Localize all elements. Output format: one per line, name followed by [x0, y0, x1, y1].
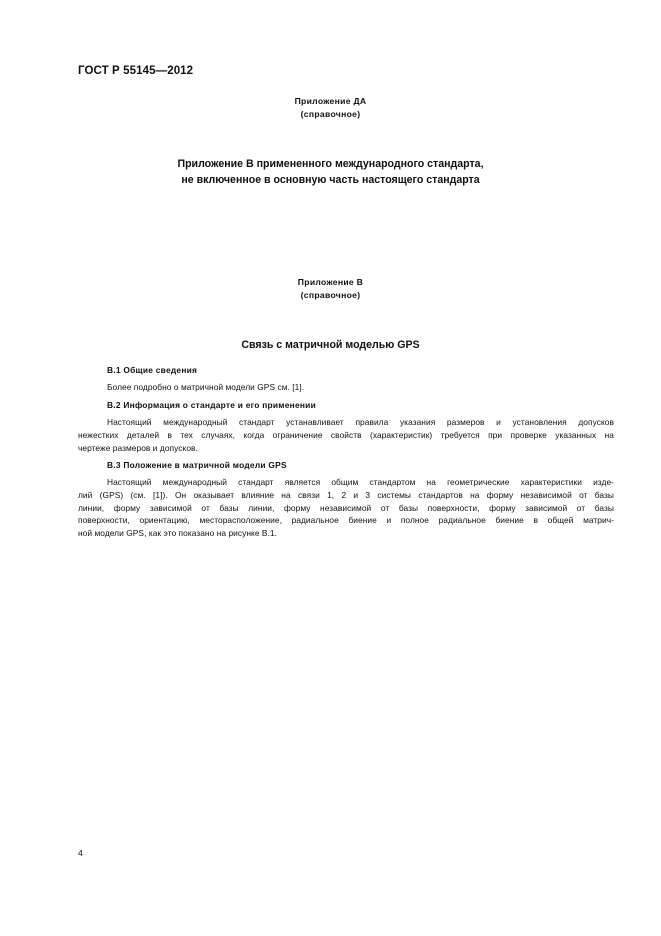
paragraph-line: линии, форму зависимой от базы линии, форму независимой от базы поверхности, форму зависимой от базы: [78, 502, 614, 513]
paragraph-line: чертеже размеров и допусков.: [78, 442, 198, 453]
annex-da-label: Приложение ДА: [294, 96, 367, 106]
annex-da-note: (справочное): [300, 109, 361, 119]
page-number: 4: [78, 848, 83, 858]
paragraph-line: ной модели GPS, как это показано на рисунке В.1.: [78, 528, 278, 539]
document-standard-id: ГОСТ Р 55145—2012: [78, 65, 194, 77]
paragraph-line: Настоящий международный стандарт устанавливает правила указания размеров и установления допусков: [107, 417, 614, 427]
paragraph-line: лий (GPS) (см. [1]). Он оказывает влияние на связи 1, 2 и 3 системы стандартов на форму независимой от базы: [78, 489, 614, 500]
annex-v-note: (справочное): [300, 290, 361, 300]
paragraph-line: Настоящий международный стандарт является общим стандартом на геометрические характеристики изде-: [107, 477, 614, 487]
annex-da-title-line1: Приложение B примененного международного стандарта,: [177, 158, 484, 170]
section-heading-b3: В.3 Положение в матричной модели GPS: [107, 460, 287, 470]
paragraph-line: поверхности, ориентацию, месторасположение, радиальное биение и полное радиальное биение в общей матрич-: [78, 515, 614, 526]
annex-da-title-line2: не включенное в основную часть настоящего стандарта: [181, 174, 480, 186]
paragraph-line: нежестких деталей в тех случаях, когда ограничение свойств (характеристик) требуется при проверке указанных на: [78, 429, 614, 440]
section-heading-b1: В.1 Общие сведения: [107, 365, 198, 375]
annex-v-title: Связь с матричной моделью GPS: [241, 339, 420, 351]
section-b2-paragraph: [78, 416, 614, 454]
paragraph-line: Более подробно о матричной модели GPS см. [1].: [107, 382, 305, 392]
section-b1-paragraph: [78, 381, 614, 394]
section-b3-paragraph: [78, 476, 614, 540]
section-heading-b2: В.2 Информация о стандарте и его применении: [107, 400, 316, 410]
annex-v-label: Приложение В: [297, 277, 364, 287]
